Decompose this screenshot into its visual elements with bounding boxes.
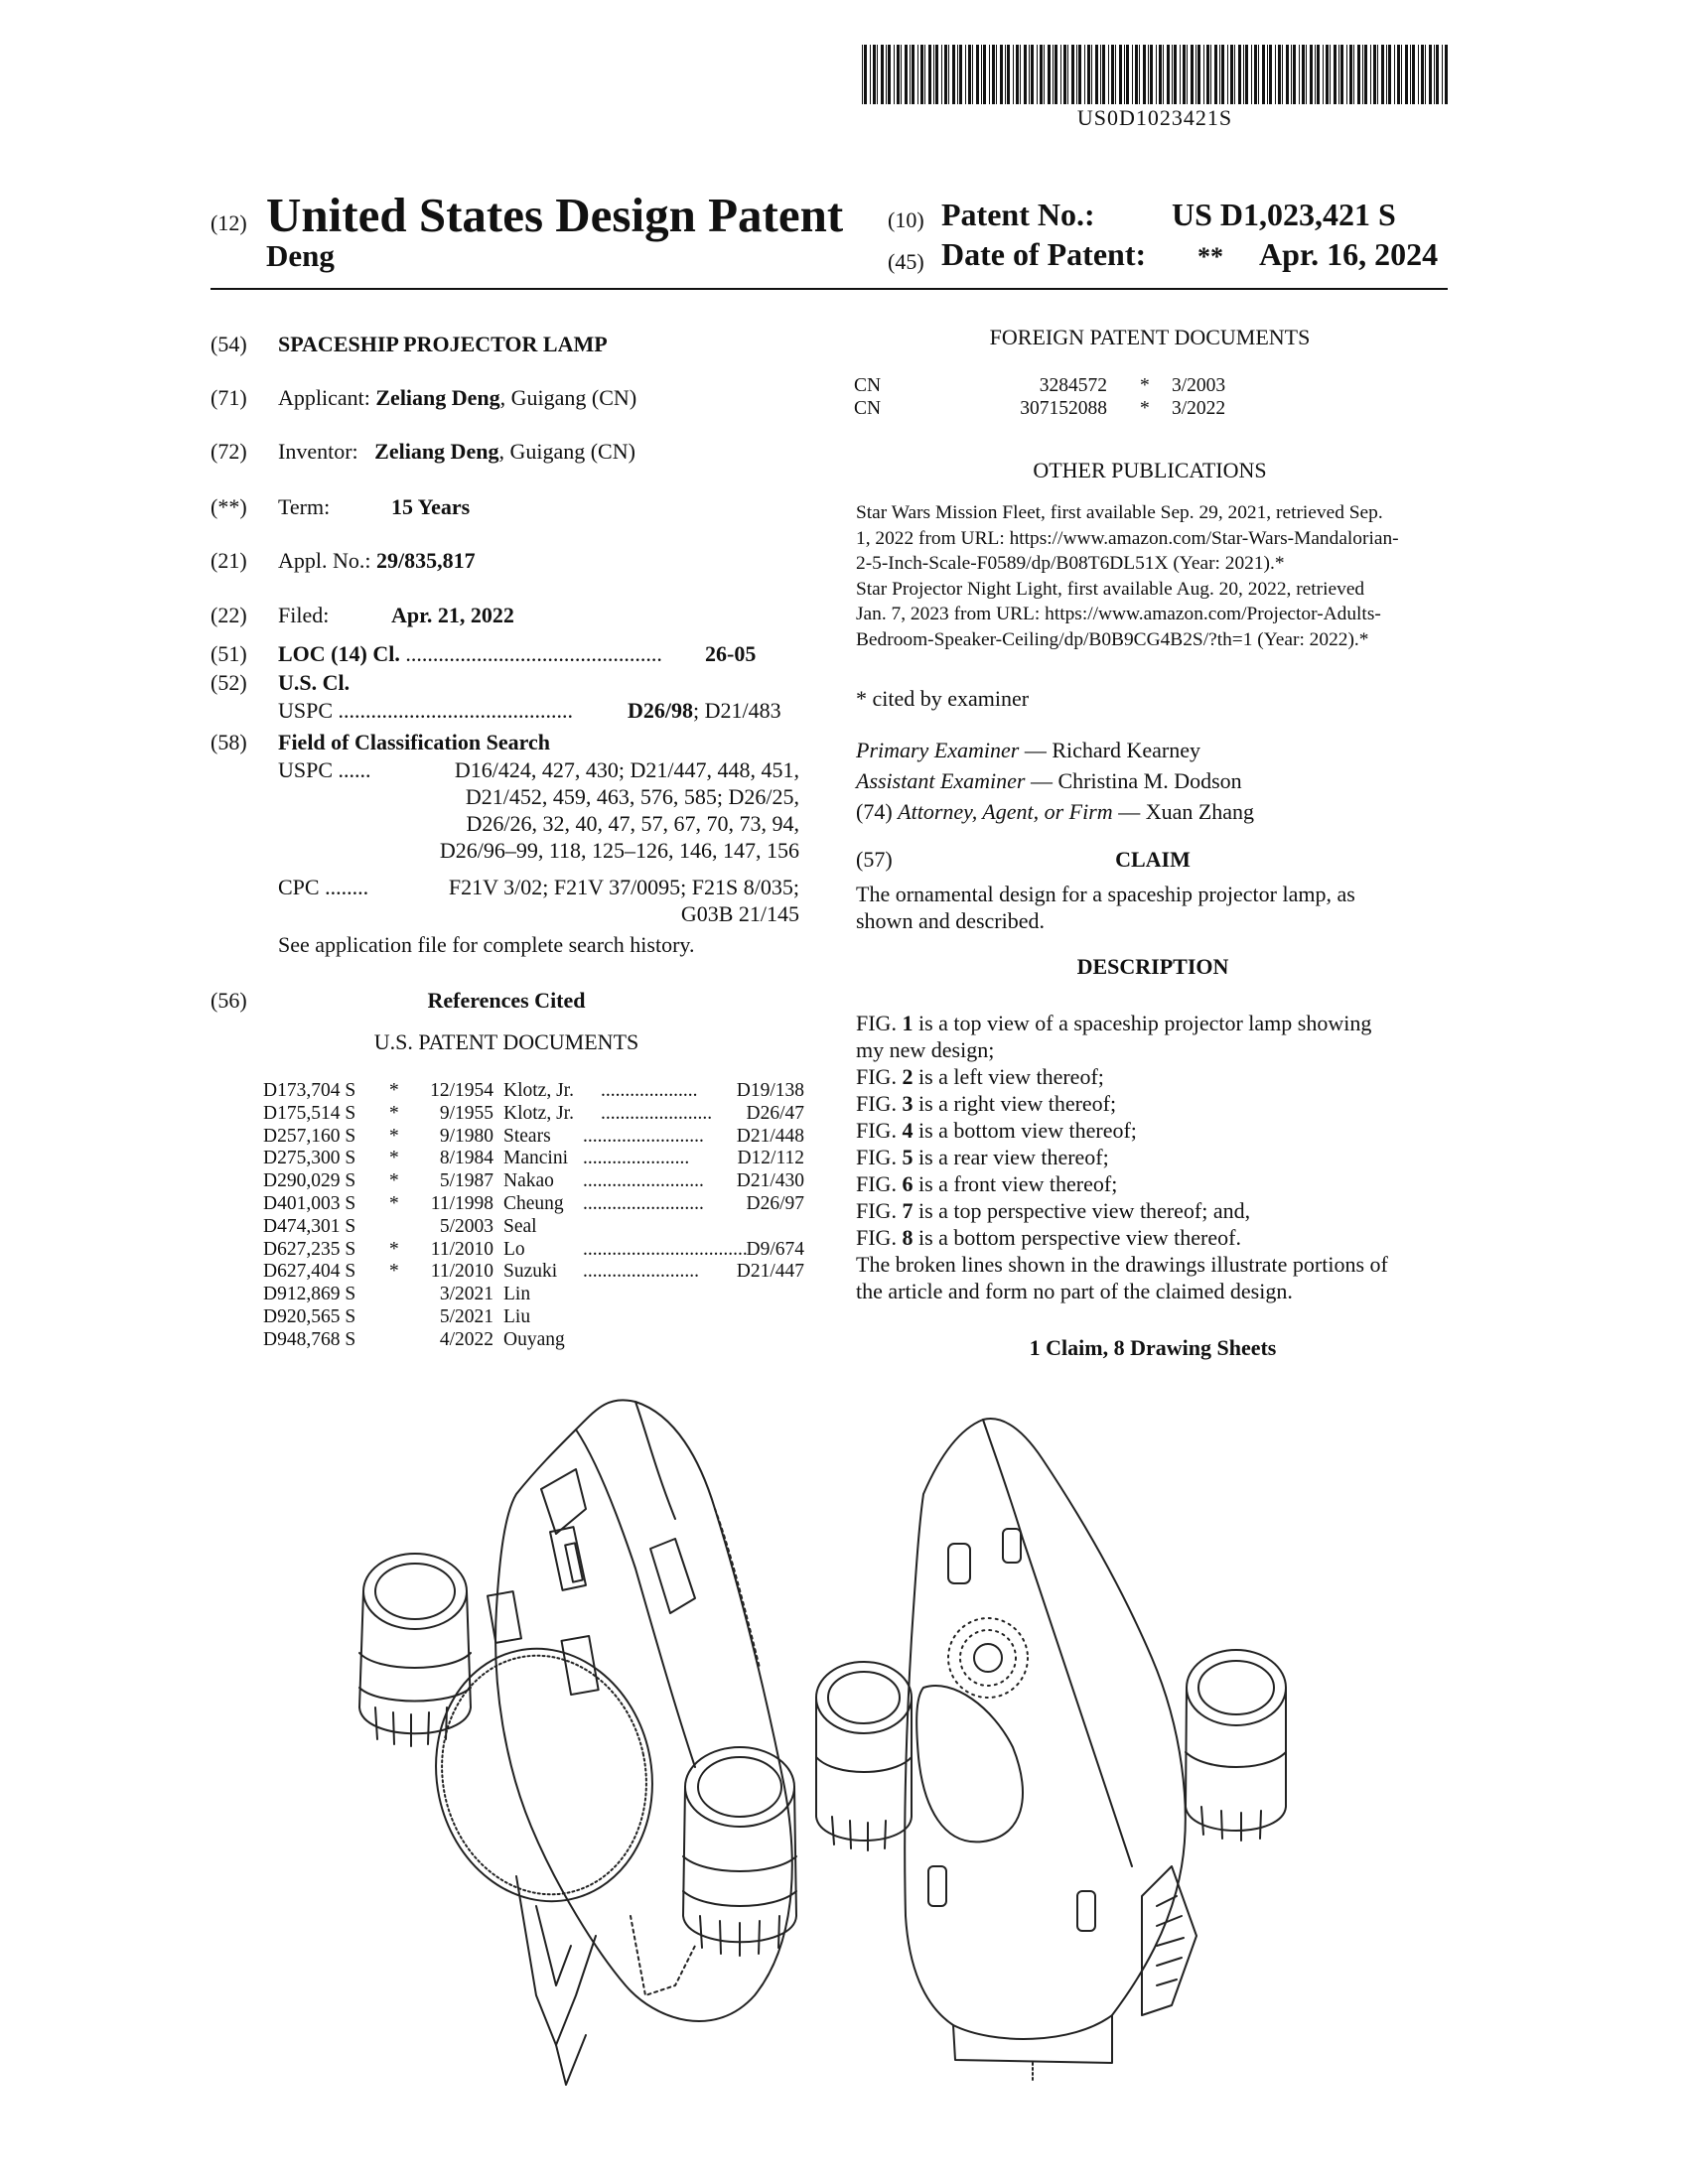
primary-examiner-label: Primary Examiner	[856, 738, 1020, 762]
reference-class: D21/447	[736, 1261, 804, 1283]
reference-number: D627,235 S	[263, 1238, 356, 1260]
fig-number: 6	[902, 1171, 914, 1196]
fig-description: is a top perspective view thereof; and,	[913, 1198, 1251, 1223]
reference-date: 5/1987	[439, 1170, 493, 1192]
fig-description: the article and form no part of the claimed design.	[856, 1279, 1293, 1303]
field-cpc-line: G03B 21/145	[680, 901, 799, 926]
filed-date: Apr. 21, 2022	[391, 603, 514, 627]
reference-class: D12/112	[737, 1148, 804, 1169]
claim-code: (57)	[856, 847, 893, 872]
reference-inventor: Stears	[503, 1125, 551, 1147]
search-history-note: See application file for complete search history.	[278, 932, 695, 957]
attorney-label: Attorney, Agent, or Firm	[898, 799, 1113, 824]
fig-prefix: FIG.	[856, 1145, 903, 1169]
uscl-code: (52)	[211, 670, 247, 695]
date-code: (45)	[888, 249, 924, 274]
reference-dots: ........................	[583, 1261, 699, 1283]
reference-dots: ....................	[601, 1080, 698, 1101]
field-cpc-label: CPC ........	[278, 875, 369, 899]
publication-line: Star Projector Night Light, first available Aug. 20, 2022, retrieved	[856, 578, 1365, 600]
reference-number: D173,704 S	[263, 1080, 356, 1101]
fig-number: 2	[902, 1064, 914, 1089]
applicant-code: (71)	[211, 385, 247, 410]
reference-inventor: Lo	[503, 1238, 525, 1260]
inventor-surname: Deng	[266, 238, 335, 273]
uscl-label: U.S. Cl.	[278, 670, 351, 695]
claims-summary: 1 Claim, 8 Drawing Sheets	[1029, 1335, 1277, 1360]
reference-star: *	[389, 1261, 399, 1283]
publication-line: 1, 2022 from URL: https://www.amazon.com/Star-Wars-Mandalorian-	[856, 527, 1399, 549]
inventor-label: Inventor:	[278, 439, 358, 464]
uspc-dots: ...........................................	[338, 698, 574, 723]
description-title: DESCRIPTION	[1076, 954, 1229, 979]
reference-date: 11/2010	[430, 1238, 493, 1260]
publication-line: Bedroom-Speaker-Ceiling/dp/B0B9CG4B2S/?th=1 (Year: 2022).*	[856, 628, 1369, 650]
date-label: Date of Patent:	[941, 236, 1147, 272]
fig-prefix: FIG.	[856, 1198, 903, 1223]
loc-dots: ...............................................	[405, 641, 662, 666]
patent-type-title: United States Design Patent	[266, 188, 844, 242]
reference-class: D9/674	[746, 1238, 804, 1260]
loc-code: (51)	[211, 641, 247, 666]
reference-date: 11/1998	[430, 1192, 493, 1214]
reference-number: D912,869 S	[263, 1284, 356, 1305]
reference-number: D948,768 S	[263, 1328, 356, 1350]
uspc-extra-class: ; D21/483	[693, 698, 781, 723]
fig-number: 1	[902, 1011, 914, 1035]
patent-no-code: (10)	[888, 207, 924, 232]
field-cpc-line: F21V 3/02; F21V 37/0095; F21S 8/035;	[448, 875, 799, 899]
fig-prefix: FIG.	[856, 1064, 903, 1089]
field-uspc-line: D26/26, 32, 40, 47, 57, 67, 70, 73, 94,	[466, 811, 799, 836]
reference-dots: .......................	[601, 1102, 713, 1124]
field-label: Field of Classification Search	[278, 730, 550, 754]
patent-number: US D1,023,421 S	[1172, 197, 1396, 232]
term-value: 15 Years	[391, 494, 471, 519]
fig-number: 5	[902, 1145, 914, 1169]
reference-number: D920,565 S	[263, 1305, 356, 1327]
attorney-code: (74)	[856, 799, 893, 824]
reference-number: D275,300 S	[263, 1148, 356, 1169]
reference-inventor: Lin	[503, 1284, 531, 1305]
field-uspc-line: D16/424, 427, 430; D21/447, 448, 451,	[454, 757, 799, 782]
applicant-place: , Guigang (CN)	[499, 385, 637, 410]
foreign-number: 307152088	[1020, 397, 1107, 419]
attorney-name: — Xuan Zhang	[1118, 799, 1255, 824]
reference-inventor: Klotz, Jr.	[503, 1080, 574, 1101]
reference-inventor: Nakao	[503, 1170, 554, 1192]
title-code: (54)	[211, 332, 247, 356]
field-code: (58)	[211, 730, 247, 754]
reference-class: D21/430	[736, 1170, 804, 1192]
loc-value: 26-05	[705, 641, 757, 666]
fig-number: 3	[902, 1091, 914, 1116]
assistant-examiner-name: — Christina M. Dodson	[1031, 768, 1242, 793]
reference-inventor: Ouyang	[503, 1328, 565, 1350]
fig-prefix: FIG.	[856, 1118, 903, 1143]
refs-title: References Cited	[427, 988, 586, 1013]
cited-note: * cited by examiner	[856, 686, 1030, 711]
claim-line: The ornamental design for a spaceship projector lamp, as	[856, 882, 1355, 906]
reference-number: D401,003 S	[263, 1192, 356, 1214]
foreign-country: CN	[854, 375, 882, 396]
reference-date: 9/1955	[439, 1102, 493, 1124]
fig-description: is a top view of a spaceship projector lamp showing	[913, 1011, 1372, 1035]
reference-date: 3/2021	[439, 1284, 493, 1305]
filed-code: (22)	[211, 603, 247, 627]
publication-line: 2-5-Inch-Scale-F0589/dp/B08T6DL51X (Year: 2021).*	[856, 553, 1285, 574]
fig-description: is a right view thereof;	[913, 1091, 1117, 1116]
foreign-date: 3/2022	[1172, 397, 1226, 419]
fig-prefix: FIG.	[856, 1091, 903, 1116]
publication-line: Jan. 7, 2023 from URL: https://www.amazon.com/Projector-Adults-	[856, 604, 1381, 624]
reference-date: 11/2010	[430, 1261, 493, 1283]
lamp-view-right	[816, 1419, 1286, 2080]
fig-prefix: FIG.	[856, 1011, 903, 1035]
reference-class: D19/138	[736, 1080, 804, 1101]
reference-inventor: Liu	[503, 1305, 531, 1327]
reference-number: D627,404 S	[263, 1261, 356, 1283]
loc-label: LOC (14) Cl.	[278, 641, 400, 666]
reference-dots: ......................	[583, 1148, 690, 1169]
foreign-docs-title: FOREIGN PATENT DOCUMENTS	[989, 325, 1311, 349]
fig-prefix: FIG.	[856, 1225, 903, 1250]
fig-prefix: FIG.	[856, 1171, 903, 1196]
fig-number: 4	[902, 1118, 914, 1143]
fig-description: is a bottom view thereof;	[913, 1118, 1137, 1143]
us-docs-title: U.S. PATENT DOCUMENTS	[373, 1029, 639, 1054]
applicant-name: Zeliang Deng	[375, 385, 500, 410]
reference-dots: .........................	[583, 1170, 704, 1192]
uspc-label: USPC	[278, 698, 334, 723]
appl-code: (21)	[211, 548, 247, 573]
publication-line: Star Wars Mission Fleet, first available Sep. 29, 2021, retrieved Sep.	[856, 502, 1383, 523]
reference-date: 5/2021	[439, 1305, 493, 1327]
field-uspc-line: D21/452, 459, 463, 576, 585; D26/25,	[465, 784, 799, 809]
reference-star: *	[389, 1080, 399, 1101]
fig-description: is a left view thereof;	[913, 1064, 1104, 1089]
foreign-country: CN	[854, 397, 882, 419]
lamp-view-left	[359, 1400, 796, 2085]
reference-star: *	[389, 1148, 399, 1169]
patent-no-label: Patent No.:	[941, 197, 1095, 232]
fig-description: The broken lines shown in the drawings illustrate portions of	[856, 1252, 1388, 1277]
reference-inventor: Seal	[503, 1215, 537, 1237]
other-pubs-title: OTHER PUBLICATIONS	[1033, 458, 1267, 482]
foreign-number: 3284572	[1039, 375, 1107, 396]
inventor-name: Zeliang Deng	[374, 439, 499, 464]
reference-number: D257,160 S	[263, 1125, 356, 1147]
foreign-star: *	[1140, 397, 1150, 419]
appl-number: 29/835,817	[376, 548, 476, 573]
barcode-number: US0D1023421S	[1076, 105, 1233, 130]
reference-number: D474,301 S	[263, 1215, 356, 1237]
reference-date: 9/1980	[439, 1125, 493, 1147]
fig-number: 8	[902, 1225, 914, 1250]
reference-class: D21/448	[736, 1125, 804, 1147]
claim-line: shown and described.	[856, 908, 1046, 933]
reference-inventor: Klotz, Jr.	[503, 1102, 574, 1124]
reference-star: *	[389, 1238, 399, 1260]
foreign-date: 3/2003	[1172, 375, 1226, 396]
inventor-place: , Guigang (CN)	[498, 439, 635, 464]
filed-label: Filed:	[278, 603, 330, 627]
reference-star: *	[389, 1192, 399, 1214]
type-code-text: (12)	[211, 210, 247, 235]
refs-code: (56)	[211, 988, 247, 1013]
reference-number: D175,514 S	[263, 1102, 356, 1124]
reference-dots: .........................	[583, 1125, 704, 1147]
fig-description: is a bottom perspective view thereof.	[913, 1225, 1241, 1250]
primary-examiner-name: — Richard Kearney	[1024, 738, 1201, 762]
reference-star: *	[389, 1125, 399, 1147]
field-uspc-label: USPC ......	[278, 757, 371, 782]
fig-description: is a front view thereof;	[913, 1171, 1118, 1196]
reference-class: D26/47	[746, 1102, 804, 1124]
reference-inventor: Mancini	[503, 1148, 568, 1169]
applicant-label: Applicant:	[278, 385, 370, 410]
reference-number: D290,029 S	[263, 1170, 356, 1192]
term-code: (**)	[211, 494, 247, 519]
reference-star: *	[389, 1170, 399, 1192]
reference-dots: .........................	[583, 1192, 704, 1214]
reference-date: 5/2003	[439, 1215, 493, 1237]
reference-date: 12/1954	[430, 1080, 493, 1101]
reference-dots: ..................................	[583, 1238, 748, 1260]
uspc-main-class: D26/98	[628, 698, 693, 723]
inventor-code: (72)	[211, 439, 247, 464]
reference-date: 4/2022	[439, 1328, 493, 1350]
patent-date: Apr. 16, 2024	[1259, 236, 1439, 272]
reference-star: *	[389, 1102, 399, 1124]
foreign-star: *	[1140, 375, 1150, 396]
reference-date: 8/1984	[439, 1148, 493, 1169]
reference-inventor: Suzuki	[503, 1261, 558, 1283]
fig-description: is a rear view thereof;	[913, 1145, 1109, 1169]
date-marker: **	[1197, 242, 1223, 271]
invention-title: SPACESHIP PROJECTOR LAMP	[278, 332, 608, 356]
reference-inventor: Cheung	[503, 1192, 564, 1214]
assistant-examiner-label: Assistant Examiner	[856, 768, 1026, 793]
field-uspc-line: D26/96–99, 118, 125–126, 146, 147, 156	[439, 838, 799, 863]
fig-number: 7	[902, 1198, 914, 1223]
appl-label: Appl. No.:	[278, 548, 371, 573]
reference-class: D26/97	[746, 1192, 804, 1214]
term-label: Term:	[278, 494, 331, 519]
fig-description: my new design;	[856, 1037, 995, 1062]
claim-title: CLAIM	[1115, 847, 1191, 872]
